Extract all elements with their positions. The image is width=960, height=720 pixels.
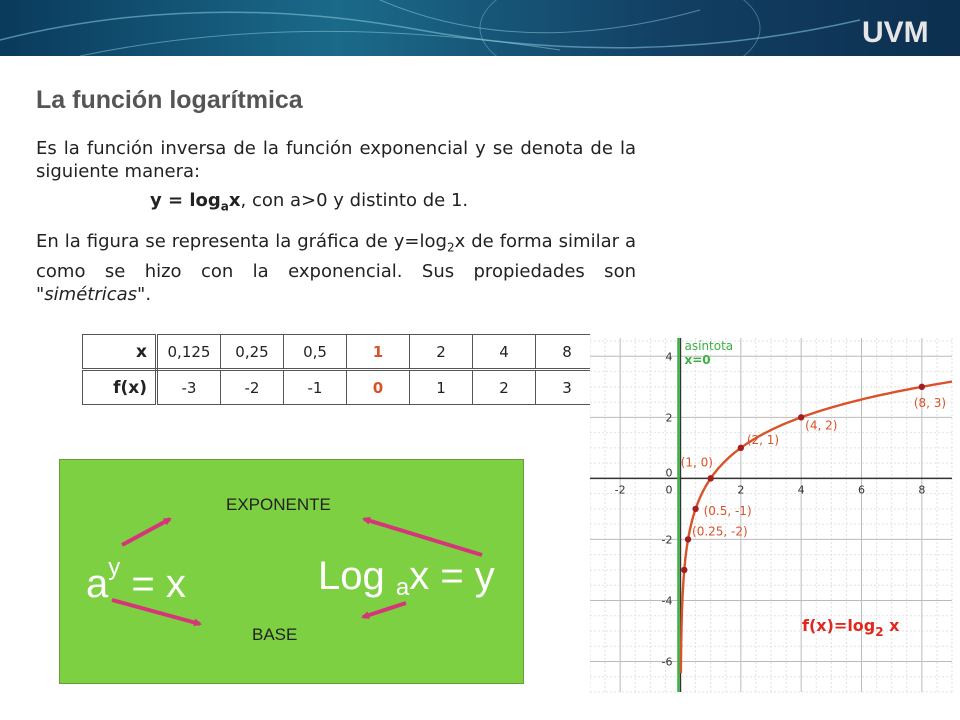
p2-emphasis: simétricas: [44, 283, 138, 305]
table-cell-x: 4: [473, 335, 536, 370]
asymptote-label: asíntota: [684, 339, 734, 353]
x-tick-label: 4: [797, 483, 805, 497]
exponential-expression: [86, 554, 186, 607]
point-label: (8, 3): [913, 395, 947, 410]
y-tick-label: -6: [661, 655, 673, 669]
table-cell-x: 8: [536, 335, 599, 370]
arrow-exp-right: [364, 519, 482, 555]
data-point: [685, 536, 691, 542]
table-header-fx: f(x): [83, 370, 157, 405]
log-graph: [590, 330, 960, 700]
graph-background: [590, 330, 960, 700]
values-table: [82, 334, 599, 405]
base-label: BASE: [252, 625, 298, 644]
formula-var: x: [228, 190, 241, 211]
point-label: (4, 2): [805, 418, 838, 433]
page-title: La función logarítmica: [36, 86, 303, 114]
table-cell-x: 0,25: [221, 335, 284, 370]
x-tick-label: 8: [918, 483, 926, 497]
intro-paragraph: Es la función inversa de la función exponencial y se denota de la siguiente manera:: [36, 138, 636, 182]
data-point: [798, 414, 804, 420]
expr-left-base: a: [86, 562, 109, 606]
table-header-x: x: [83, 335, 157, 370]
table-cell-fx: -2: [221, 370, 284, 405]
y-tick-label: 2: [665, 411, 673, 425]
table-cell-x: 0,5: [284, 335, 347, 370]
table-cell-fx: 2: [473, 370, 536, 405]
point-label: (1, 0): [680, 455, 713, 470]
y-tick-label: 0: [665, 466, 673, 480]
expr-right-log: Log: [318, 554, 396, 598]
table-cell-fx-highlight: 0: [347, 370, 410, 405]
table-cell-x-highlight: 1: [347, 335, 410, 370]
p2-after: ".: [137, 283, 152, 305]
exponent-log-diagram: [59, 459, 524, 684]
table-row-fx: [83, 370, 599, 405]
y-tick-label: -2: [661, 533, 673, 547]
table-cell-fx: 3: [536, 370, 599, 405]
table-cell-fx: -3: [157, 370, 221, 405]
table-cell-fx: 1: [410, 370, 473, 405]
function-label: $f(x)=\log_2$ x: [802, 616, 900, 639]
expr-right-rest: x = y: [409, 554, 495, 598]
x-tick-label: -2: [614, 483, 626, 497]
asymptote-equation: x=0: [684, 353, 711, 367]
log-expression: [318, 554, 495, 602]
data-point: [738, 445, 744, 451]
table-cell-x: 2: [410, 335, 473, 370]
expr-right-base: a: [395, 574, 410, 601]
data-point: [707, 475, 713, 481]
exponent-label: EXPONENTE: [226, 495, 331, 514]
log-definition: [150, 190, 468, 214]
formula-base: a: [220, 199, 229, 214]
table-cell-x: 0,125: [157, 335, 221, 370]
y-tick-label: 4: [665, 350, 673, 364]
formula-lhs: y = log: [150, 190, 221, 211]
p2-before: En la figura se representa la gráfica de y=log: [36, 231, 447, 252]
x-tick-label: 6: [858, 483, 865, 497]
x-tick-label: 0: [665, 483, 673, 497]
point-label: (0.5, -1): [703, 503, 752, 518]
table-row-x: [83, 335, 599, 370]
expr-left-exp: y: [108, 554, 121, 581]
header-banner: [0, 0, 960, 56]
graph-paragraph: [36, 230, 636, 306]
data-point: [681, 567, 687, 573]
point-label: (2, 1): [746, 432, 780, 447]
formula-condition: , con a>0 y distinto de 1.: [240, 190, 469, 211]
logo-text: UVM: [862, 16, 929, 49]
x-tick-label: 2: [737, 483, 745, 497]
arrow-exp-left: [122, 519, 170, 545]
expr-left-rest: = x: [120, 562, 186, 606]
arrow-base-right: [363, 603, 406, 617]
p2-base: 2: [446, 240, 455, 255]
data-point: [919, 384, 925, 390]
banner-graphic: [0, 0, 960, 56]
p2-middle: x de forma similar a como se hizo con la exponencial. Sus propiedades son ": [36, 231, 637, 305]
data-point: [692, 506, 698, 512]
point-label: (0.25, -2): [692, 524, 748, 539]
y-tick-label: -4: [661, 594, 673, 608]
table-cell-fx: -1: [284, 370, 347, 405]
